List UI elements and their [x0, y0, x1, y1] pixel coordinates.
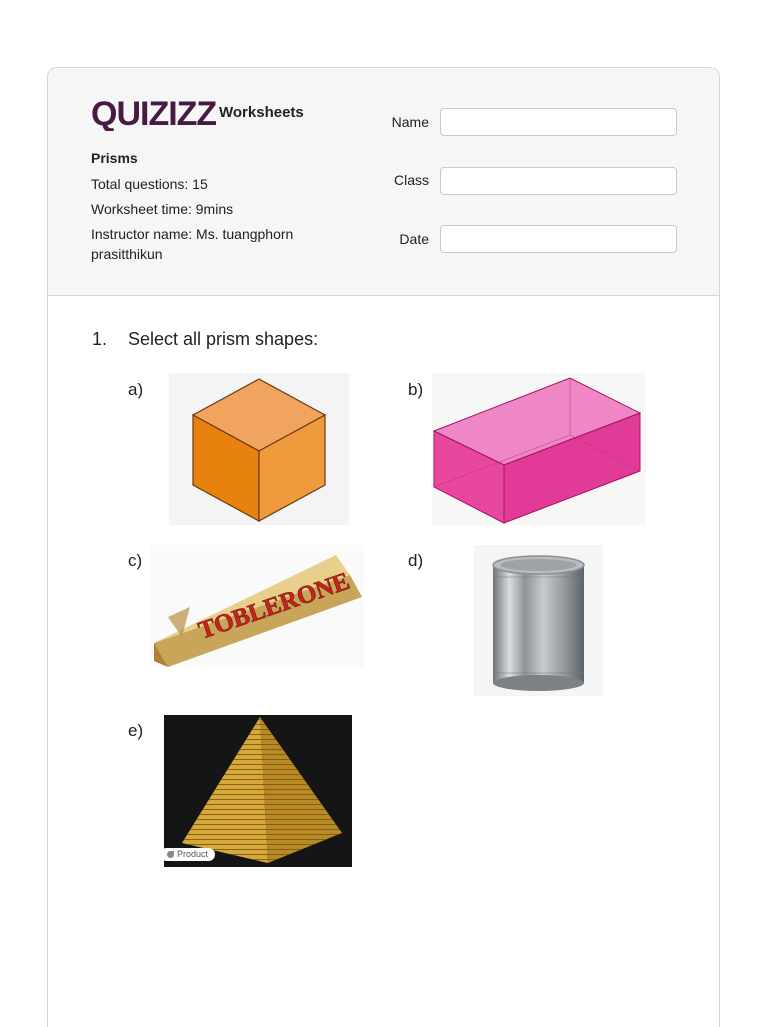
worksheet-page: [47, 67, 720, 1027]
logo-text: QUIZIZZ: [91, 95, 216, 131]
option-e-label[interactable]: e): [128, 721, 144, 740]
tag-icon: [167, 851, 174, 858]
worksheet-header: [48, 68, 719, 296]
option-c-label[interactable]: c): [128, 551, 143, 570]
option-e-image[interactable]: [164, 715, 352, 867]
quizizz-logo: [91, 95, 216, 131]
date-label: Date: [399, 231, 429, 247]
option-b-label[interactable]: b): [408, 380, 424, 399]
option-a-image[interactable]: [169, 373, 349, 525]
date-field[interactable]: [440, 225, 677, 253]
product-badge-text: Product: [177, 849, 209, 859]
class-label: Class: [393, 172, 429, 188]
option-c-image[interactable]: [150, 545, 364, 667]
metal-can-icon: [474, 545, 603, 696]
option-d-image[interactable]: [474, 545, 603, 696]
toblerone-bar-icon: [150, 545, 364, 667]
question-number: 1.: [92, 329, 108, 349]
option-b-image[interactable]: [432, 373, 646, 525]
worksheet-time: Worksheet time: 9mins: [91, 201, 234, 217]
pink-prism-icon: [432, 373, 646, 525]
option-a-label[interactable]: a): [128, 380, 144, 399]
product-badge: [164, 848, 215, 861]
orange-cube-icon: [169, 373, 349, 525]
option-d-label[interactable]: d): [408, 551, 424, 570]
gold-pyramid-icon: [164, 715, 352, 867]
question-text: Select all prism shapes:: [128, 329, 319, 349]
toblerone-wordmark: TOBLERONE: [195, 567, 354, 645]
class-field[interactable]: [440, 167, 677, 195]
name-field[interactable]: [440, 108, 677, 136]
instructor-name: Instructor name: Ms. tuangphorn prasitthikun: [91, 226, 294, 262]
total-questions: Total questions: 15: [91, 176, 208, 192]
name-label: Name: [391, 114, 429, 130]
worksheet-title: Prisms: [91, 150, 138, 166]
logo-subtitle: Worksheets: [219, 104, 304, 121]
